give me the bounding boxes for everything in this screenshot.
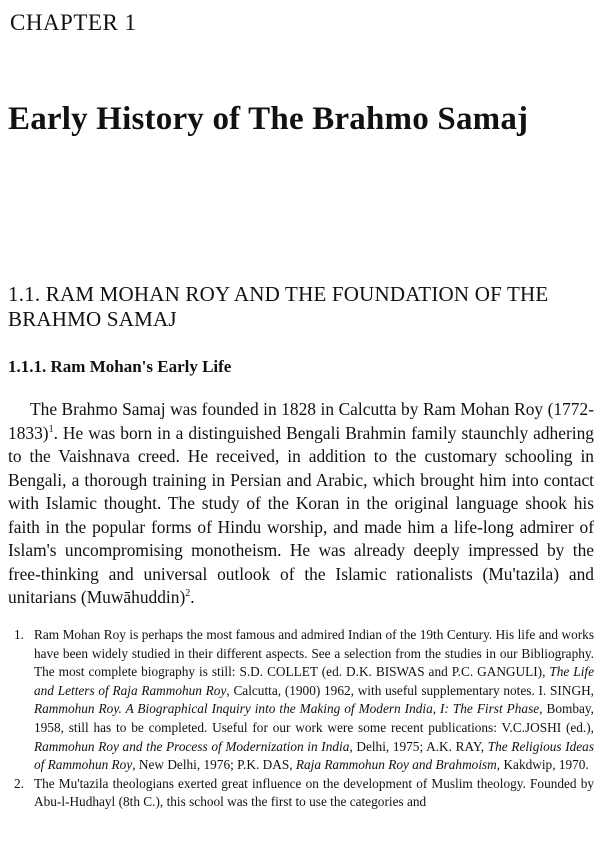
footnote-ref-2[interactable]: 2 (185, 588, 191, 600)
chapter-title: Early History of The Brahmo Samaj (8, 101, 529, 137)
paragraph (8, 398, 594, 610)
paragraph-text: . He was born in a distinguished Bengali Brahmin family staunchly adhering to the Vaishnava creed. He received, in addition to the customary schooling in Bengali, a thorough training in Persian and Arabic, which brought him into contact with Islamic thought. The study of the Koran in the original language shook his faith in the popular forms of Hindu worship, and made him a life-long admirer of Islam's uncompromising monotheism. He was already deeply impressed by the free-thinking and universal outlook of the Islamic rationalists (Mu'tazila) and unitarians (Muwāhuddin) (8, 422, 594, 607)
footnote-text: Ram Mohan Roy is perhaps the most famous and admired Indian of the 19th Century. His life and works have been widely studied in their different aspects. See a selection from the studies in our Bibliography. The most complete biography is still: S.D. COLLET (ed. D.K. BISWAS and P.C. GANGULI), The Life and Letters of Raja Rammohun Roy, Calcutta, (1900) 1962, with useful supplementary notes. I. SINGH, Rammohun Roy. A Biographical Inquiry into the Making of Modern India, I: The First Phase, Bombay, 1958, still has to be completed. Useful for our work were some recent publications: V.C.JOSHI (ed.), Rammohun Roy and the Process of Modernization in India, Delhi, 1975; A.K. RAY, The Religious Ideas of Rammohun Roy, New Delhi, 1976; P.K. DAS, Raja Rammohun Roy and Brahmoism, Kakdwip, 1970. (34, 627, 595, 773)
footnote-text: The Mu'tazila theologians exerted great influence on the development of Muslim theology. Founded by Abu-l-Hudhayl (8th C.), this school was the first to use the categories and (34, 775, 594, 810)
footnote-1 (8, 626, 594, 775)
paragraph-text: The Brahmo Samaj was founded in 1828 in Calcutta by Ram Mohan Roy (1772-1833) (8, 399, 594, 443)
footnote-ref-1[interactable]: 1 (48, 423, 54, 435)
footnote-number: 1. (14, 627, 24, 642)
footnote-list (8, 626, 594, 812)
subsection-heading: 1.1.1. Ram Mohan's Early Life (8, 357, 232, 376)
paragraph-text: . (190, 587, 195, 607)
footnote-2 (8, 775, 594, 812)
footnote-number: 2. (14, 775, 24, 791)
section-heading: 1.1. RAM MOHAN ROY AND THE FOUNDATION OF THE BRAHMO SAMAJ (8, 282, 549, 331)
body-text (8, 398, 594, 610)
chapter-label: CHAPTER 1 (10, 10, 137, 35)
